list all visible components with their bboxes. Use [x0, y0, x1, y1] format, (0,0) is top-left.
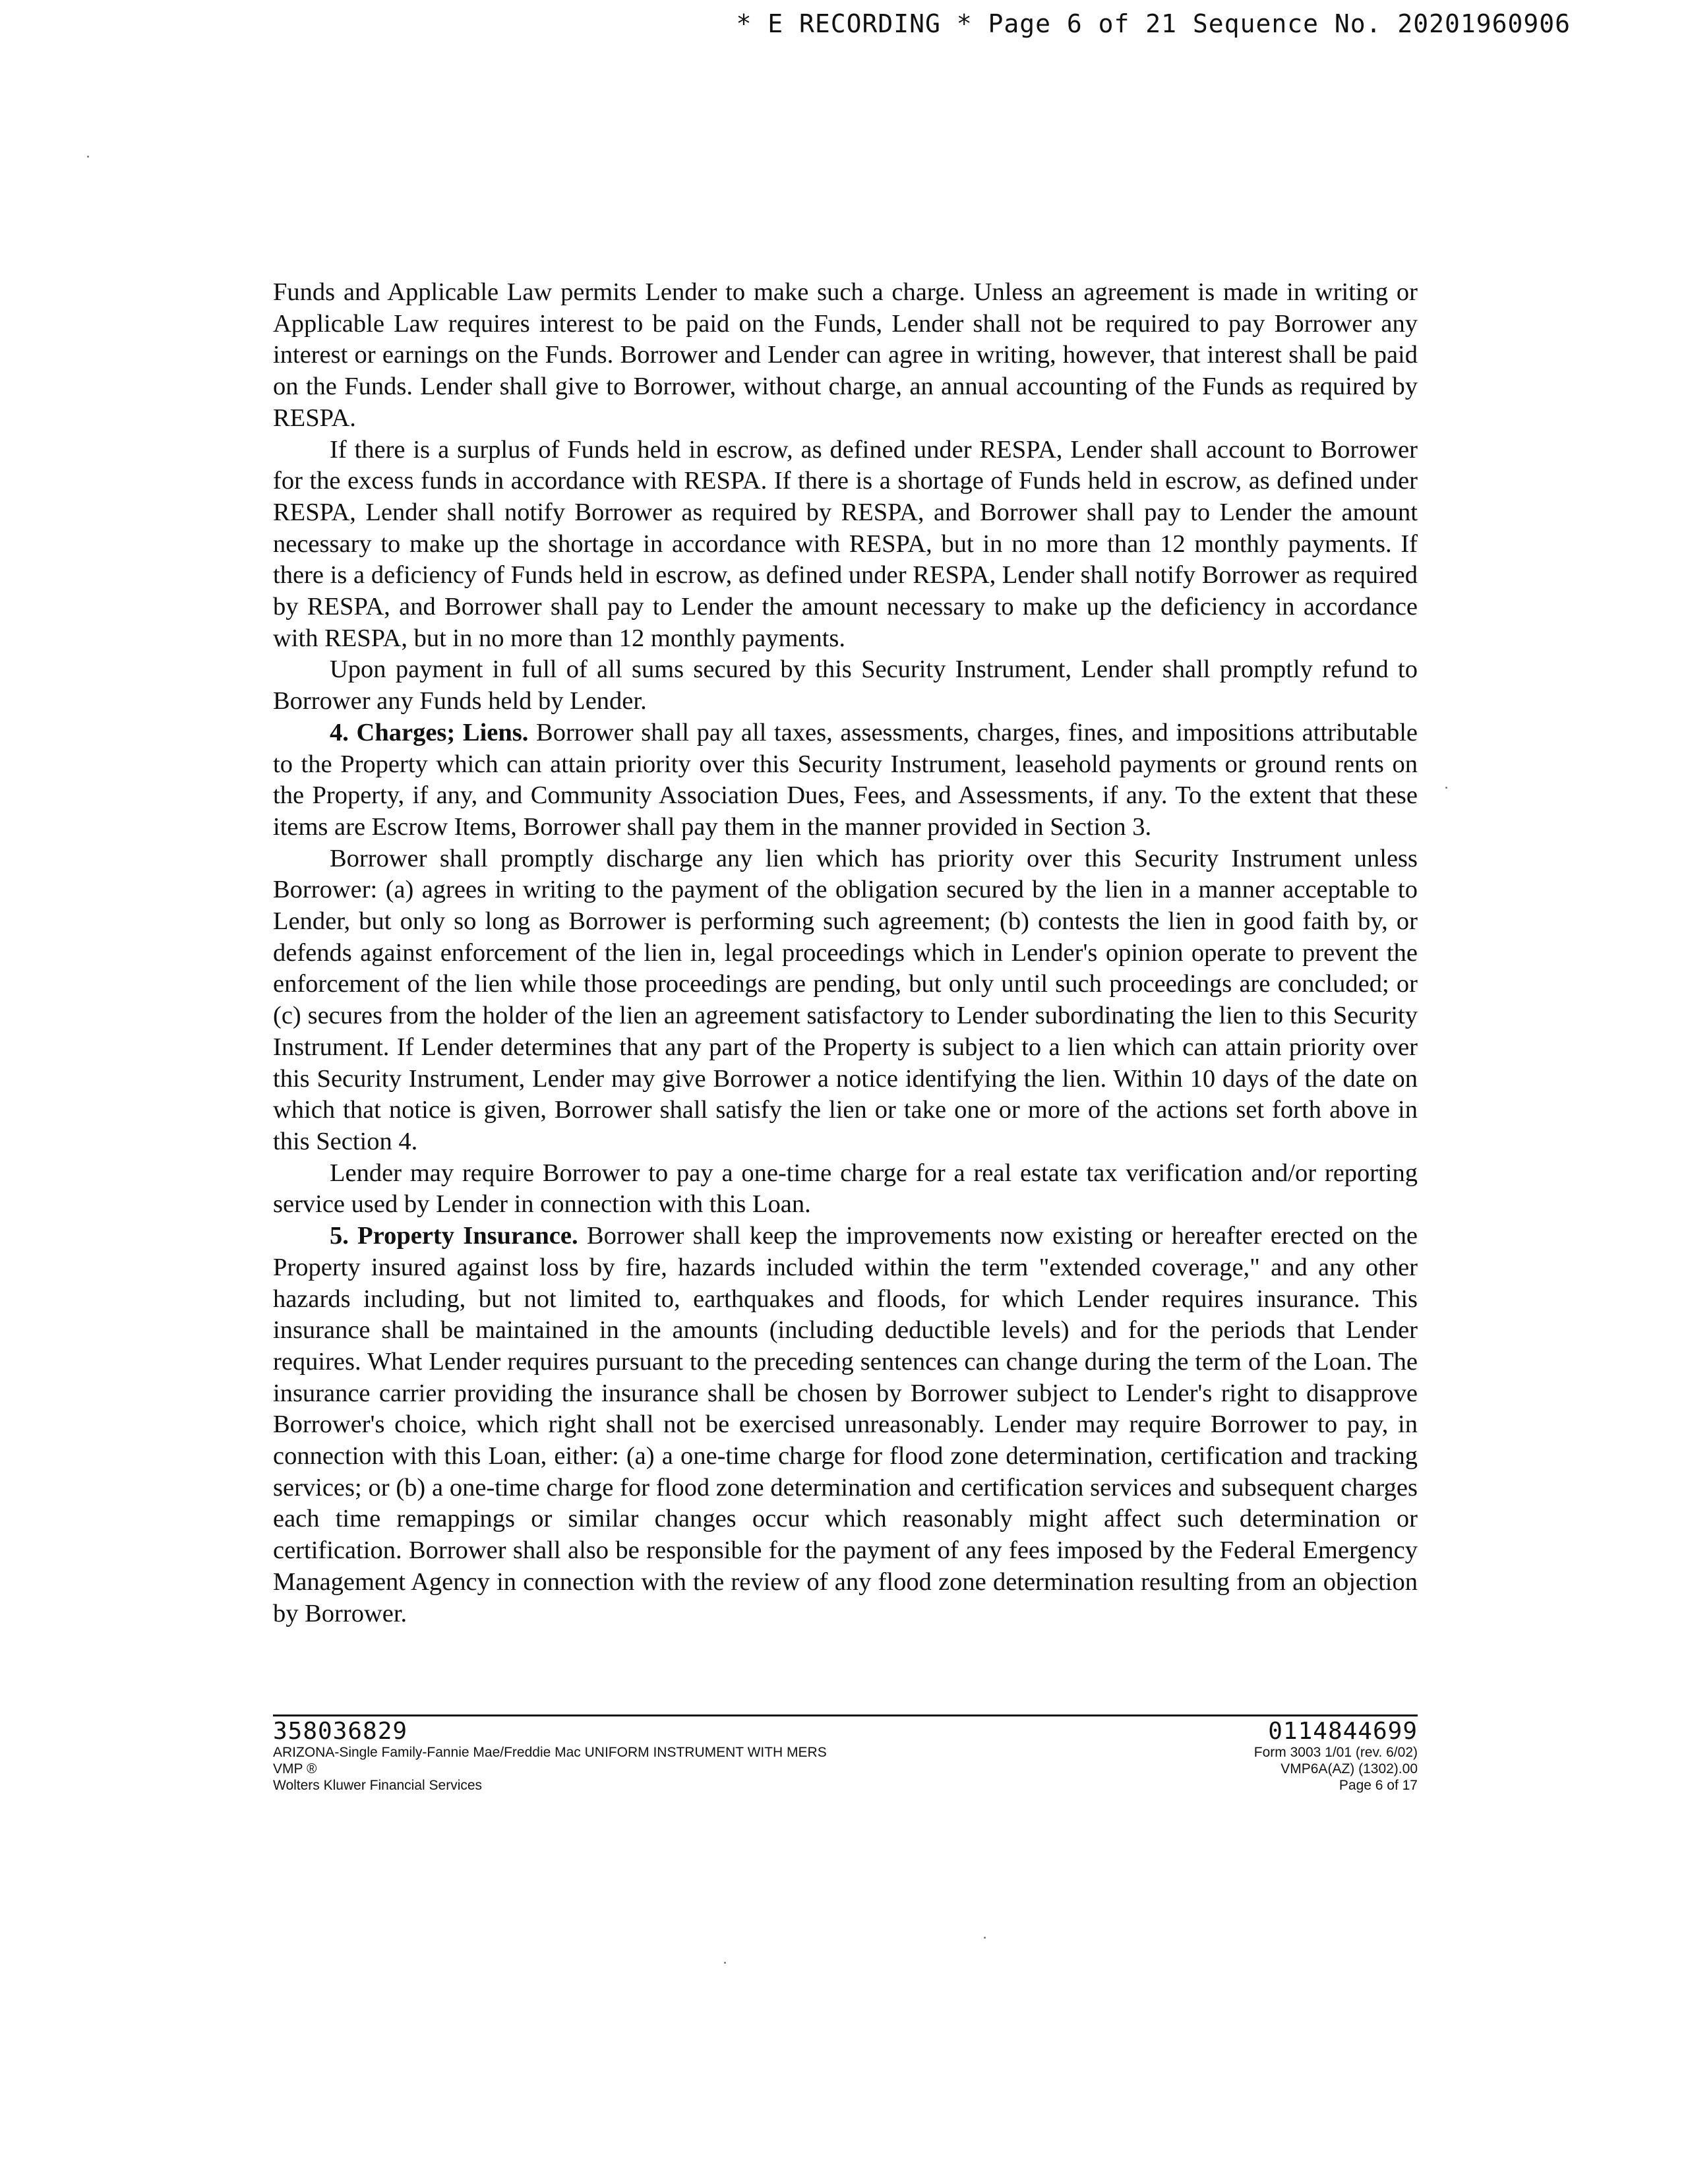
footer-left	[273, 1716, 827, 1794]
footer-right-number: 0114844699	[1268, 1718, 1418, 1745]
footer-form-number: Form 3003 1/01 (rev. 6/02)	[1253, 1745, 1418, 1760]
section-4-text: Borrower shall pay all taxes, assessments, charges, fines, and impositions attributable to the Property which can attain priority over this Security Instrument, leasehold payments or ground rents on the Property, if any, and Community Association Dues, Fees, and Assessments, if any. To the extent that these items are Escrow Items, Borrower shall pay them in the manner provided in Section 3.	[273, 718, 1418, 841]
section-4-heading: 4. Charges; Liens.	[330, 718, 529, 746]
scan-speck	[1445, 787, 1447, 789]
scan-speck	[724, 1962, 726, 1964]
footer-right	[1254, 1716, 1418, 1794]
paragraph-refund: Upon payment in full of all sums secured by this Security Instrument, Lender shall promptly refund to Borrower any Funds held by Lender.	[273, 655, 1418, 715]
section-5-property-insurance	[273, 1221, 1418, 1629]
document-body	[273, 277, 1418, 1629]
paragraph-lien-discharge: Borrower shall promptly discharge any lien which has priority over this Security Instrument unless Borrower: (a) agrees in writing to the payment of the obligation secured by the lien in a manner acceptable to Lender, but only so long as Borrower is performing such agreement; (b) contests the lien in good faith by, or defends against enforcement of the lien in, legal proceedings which in Lender's opinion operate to prevent the enforcement of the lien while those proceedings are pending, but only until such proceedings are concluded; or (c) secures from the holder of the lien an agreement satisfactory to Lender subordinating the lien to this Security Instrument. If Lender determines that any part of the Property is subject to a lien which can attain priority over this Security Instrument, Lender may give Borrower a notice identifying the lien. Within 10 days of the date on which that notice is given, Borrower shall satisfy the lien or take one or more of the actions set forth above in this Section 4.	[273, 844, 1418, 1155]
footer-form-code: VMP6A(AZ) (1302).00	[1281, 1761, 1418, 1776]
paragraph-tax-verification: Lender may require Borrower to pay a one-time charge for a real estate tax verification and/or reporting service used by Lender in connection with this Loan.	[273, 1159, 1418, 1219]
scan-speck	[984, 1937, 986, 1939]
recording-header: * E RECORDING * Page 6 of 21 Sequence No. 20201960906	[736, 9, 1571, 38]
footer-left-number: 358036829	[273, 1718, 408, 1745]
paragraph-funds-accounting: Funds and Applicable Law permits Lender to make such a charge. Unless an agreement is made in writing or Applicable Law requires interest to be paid on the Funds, Lender shall not be required to pay Borrower any interest or earnings on the Funds. Borrower and Lender can agree in writing, however, that interest shall be paid on the Funds. Lender shall give to Borrower, without charge, an annual accounting of the Funds as required by RESPA.	[273, 278, 1418, 432]
footer-form-title: ARIZONA-Single Family-Fannie Mae/Freddie Mac UNIFORM INSTRUMENT WITH MERS	[273, 1745, 827, 1760]
footer-publisher: Wolters Kluwer Financial Services	[273, 1778, 483, 1793]
page-footer	[273, 1714, 1418, 1794]
section-5-text: Borrower shall keep the improvements now existing or hereafter erected on the Property insured against loss by fire, hazards included within the term "extended coverage," and any other hazards including, but not limited to, earthquakes and floods, for which Lender requires insurance. This insurance shall be maintained in the amounts (including deductible levels) and for the periods that Lender requires. What Lender requires pursuant to the preceding sentences can change during the term of the Loan. The insurance carrier providing the insurance shall be chosen by Borrower subject to Lender's right to disapprove Borrower's choice, which right shall not be exercised unreasonably. Lender may require Borrower to pay, in connection with this Loan, either: (a) a one-time charge for flood zone determination, certification and tracking services; or (b) a one-time charge for flood zone determination and certification services and subsequent charges each time remappings or similar changes occur which reasonably might affect such determination or certification. Borrower shall also be responsible for the payment of any fees imposed by the Federal Emergency Management Agency in connection with the review of any flood zone determination resulting from an objection by Borrower.	[273, 1222, 1418, 1627]
paragraph-escrow-surplus: If there is a surplus of Funds held in escrow, as defined under RESPA, Lender shall account to Borrower for the excess funds in accordance with RESPA. If there is a shortage of Funds held in escrow, as defined under RESPA, Lender shall notify Borrower as required by RESPA, and Borrower shall pay to Lender the amount necessary to make up the shortage in accordance with RESPA, but in no more than 12 monthly payments. If there is a deficiency of Funds held in escrow, as defined under RESPA, Lender shall notify Borrower as required by RESPA, and Borrower shall pay to Lender the amount necessary to make up the deficiency in accordance with RESPA, but in no more than 12 monthly payments.	[273, 435, 1418, 652]
section-4-charges-liens	[273, 717, 1418, 843]
footer-vmp: VMP ®	[273, 1761, 317, 1776]
footer-page-label: Page 6 of 17	[1339, 1778, 1418, 1793]
section-5-heading: 5. Property Insurance.	[330, 1222, 578, 1250]
scan-speck	[87, 156, 89, 158]
